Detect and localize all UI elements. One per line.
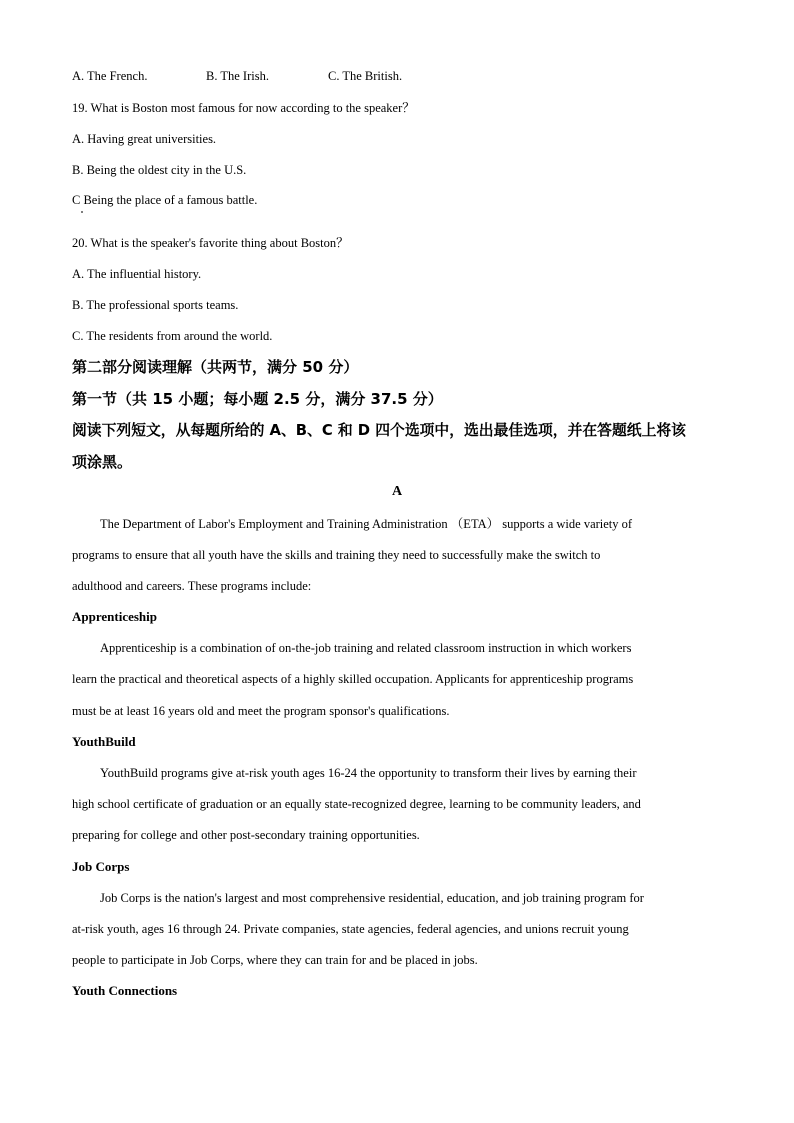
passage-title: A xyxy=(391,484,403,499)
q20-question: 20. What is the speaker's favorite thing about Boston？ xyxy=(72,236,349,250)
q18-option-a: A. The French. xyxy=(72,69,148,83)
youthbuild-line-1: YouthBuild programs give at-risk youth ages 16-24 the opportunity to transform their lives by earning their xyxy=(100,766,637,780)
q19-option-b: B. Being the oldest city in the U.S. xyxy=(72,163,247,177)
instruction-line-1: 阅读下列短文，从每题所给的 A、B、C 和 D 四个选项中，选出最佳选项，并在答题纸上将该 xyxy=(72,422,686,439)
intro-line-1: The Department of Labor's Employment and Training Administration （ETA） supports a wide variety of xyxy=(100,517,633,531)
q18-option-c: C. The British. xyxy=(328,69,403,83)
q19-option-a: A. Having great universities. xyxy=(72,132,217,146)
stray-dot xyxy=(81,211,83,213)
q20-option-b: B. The professional sports teams. xyxy=(72,298,239,312)
youthbuild-line-3: preparing for college and other post-secondary training opportunities. xyxy=(72,828,420,842)
program-heading-apprenticeship: Apprenticeship xyxy=(72,609,157,624)
section-title: 第一节（共 15 小题；每小题 2.5 分，满分 37.5 分） xyxy=(72,390,443,408)
apprenticeship-line-3: must be at least 16 years old and meet the program sponsor's qualifications. xyxy=(72,704,450,718)
q19-option-c: C Being the place of a famous battle. xyxy=(72,193,258,207)
intro-line-2: programs to ensure that all youth have the skills and training they need to successfully make the switch to xyxy=(72,548,601,562)
apprenticeship-line-1: Apprenticeship is a combination of on-the-job training and related classroom instruction in which workers xyxy=(100,641,632,655)
apprenticeship-line-2: learn the practical and theoretical aspects of a highly skilled occupation. Applicants for apprenticeship programs xyxy=(72,672,634,686)
instruction-line-2: 项涂黑。 xyxy=(72,453,133,471)
q20-option-c: C. The residents from around the world. xyxy=(72,329,273,343)
q18-option-b: B. The Irish. xyxy=(206,69,269,83)
youthbuild-line-2: high school certificate of graduation or an equally state-recognized degree, learning to be community leaders, and xyxy=(72,797,641,811)
part-title: 第二部分阅读理解（共两节，满分 50 分） xyxy=(72,358,359,376)
program-heading-youth-connections: Youth Connections xyxy=(72,983,178,998)
job-corps-line-2: at-risk youth, ages 16 through 24. Private companies, state agencies, federal agencies, and unions recruit young xyxy=(72,922,629,936)
program-heading-youthbuild: YouthBuild xyxy=(72,734,136,749)
job-corps-line-1: Job Corps is the nation's largest and most comprehensive residential, education, and job training program for xyxy=(100,891,644,905)
q19-question: 19. What is Boston most famous for now according to the speaker？ xyxy=(72,101,415,115)
q20-option-a: A. The influential history. xyxy=(72,267,202,281)
job-corps-line-3: people to participate in Job Corps, where they can train for and be placed in jobs. xyxy=(72,953,478,967)
program-heading-job-corps: Job Corps xyxy=(72,859,130,874)
q18-options xyxy=(72,68,472,84)
intro-line-3: adulthood and careers. These programs include: xyxy=(72,579,312,593)
